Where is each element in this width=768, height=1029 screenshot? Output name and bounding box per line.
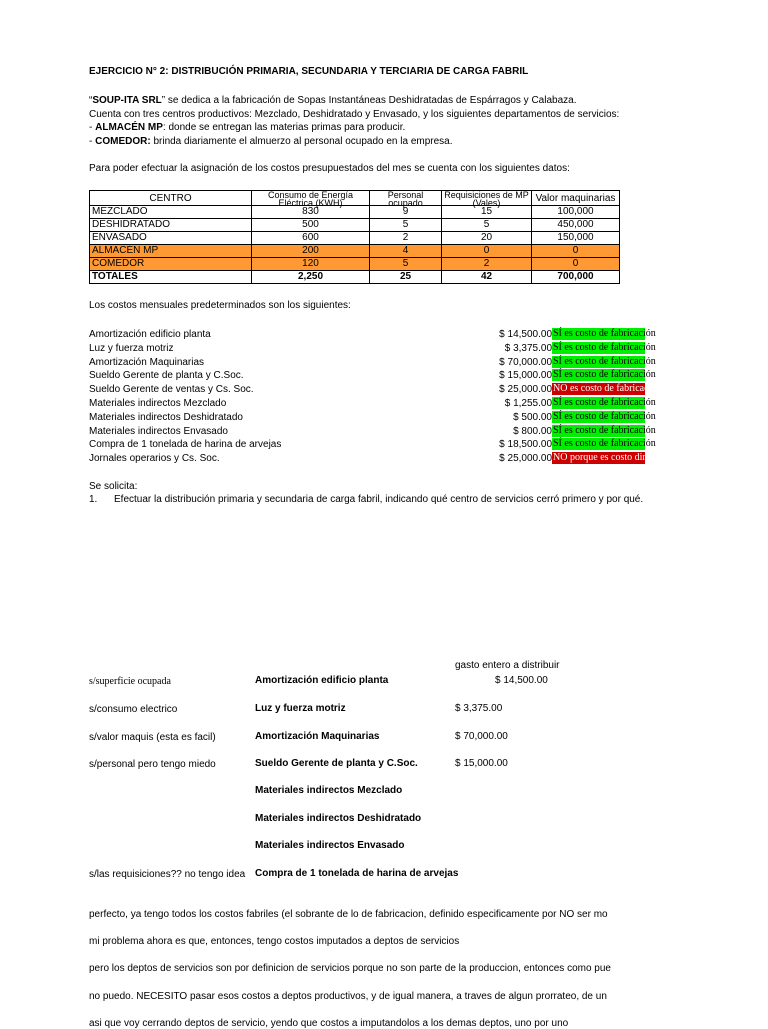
intro-line-1 — [89, 95, 577, 106]
cell-requisiciones: 20 — [442, 232, 532, 245]
worksheet-concept: Compra de 1 tonelada de harina de arvejas — [255, 868, 459, 879]
table-row — [90, 232, 620, 245]
cell-valor: 0 — [532, 258, 620, 271]
cell-centro: DESHIDRATADO — [90, 219, 252, 232]
header-consumo — [252, 191, 370, 206]
solicita-label: Se solicita: — [89, 481, 138, 492]
dept-comedor-desc: brinda diariamente el almuerzo al personal ocupado en la empresa. — [150, 136, 453, 147]
cost-yes-badge: SÍ es costo de fabricación — [553, 397, 656, 408]
dept-almacen-desc: : donde se entregan las materias primas para producir. — [162, 122, 406, 133]
cost-no-badge: NO porque es costo directo — [553, 452, 663, 463]
cost-item-amount: $ 18,500.00 — [499, 439, 552, 450]
cost-item-amount: $ 14,500.00 — [499, 329, 552, 340]
cost-item-label: Jornales operarios y Cs. Soc. — [89, 453, 220, 464]
table-row-service — [90, 258, 620, 271]
dept-almacen — [89, 122, 405, 133]
cell-centro: ENVASADO — [90, 232, 252, 245]
cell-personal: 2 — [370, 232, 442, 245]
worksheet-basis: s/personal pero tengo miedo — [89, 759, 216, 770]
cost-item-label: Compra de 1 tonelada de harina de arvejas — [89, 439, 282, 450]
worksheet-amount: $ 3,375.00 — [455, 703, 503, 714]
cell-personal: 4 — [370, 245, 442, 258]
worksheet-basis: s/consumo electrico — [89, 704, 178, 715]
bullet: - — [89, 136, 96, 147]
header-requisiciones — [442, 191, 532, 206]
cost-item-amount: $ 3,375.00 — [504, 343, 552, 354]
cost-yes-badge: SÍ es costo de fabricación — [553, 411, 656, 422]
worksheet-concept: Luz y fuerza motriz — [255, 703, 346, 714]
costs-intro: Los costos mensuales predeterminados son los siguientes: — [89, 300, 351, 311]
cell-consumo: 830 — [252, 206, 370, 219]
cell-centro: COMEDOR — [90, 258, 252, 271]
note-line: perfecto, ya tengo todos los costos fabriles (el sobrante de lo de fabricacion, definido especificamente por NO ser mo — [89, 909, 608, 920]
cell-requisiciones: 2 — [442, 258, 532, 271]
open-quote: “ — [89, 95, 93, 106]
worksheet-concept: Amortización edificio planta — [255, 675, 389, 686]
cost-yes-badge: SÍ es costo de fabricación — [553, 369, 656, 380]
cost-yes-badge: SÍ es costo de fabricación — [553, 425, 656, 436]
worksheet-concept: Amortización Maquinarias — [255, 731, 380, 742]
cell-valor: 450,000 — [532, 219, 620, 232]
exercise-title: EJERCICIO N° 2: DISTRIBUCIÓN PRIMARIA, SECUNDARIA Y TERCIARIA DE CARGA FABRIL — [89, 66, 529, 77]
table-row — [90, 206, 620, 219]
cell-requisiciones: 5 — [442, 219, 532, 232]
worksheet-amount: $ 15,000.00 — [455, 758, 508, 769]
cost-item-label: Amortización Maquinarias — [89, 357, 205, 368]
solicita-item-text: Efectuar la distribución primaria y secundaria de carga fabril, indicando qué centro de servicios cerró primero y por qué. — [114, 494, 644, 505]
table-row-service — [90, 245, 620, 258]
header-centro: CENTRO — [90, 191, 252, 206]
cell-total-personal: 25 — [370, 271, 442, 284]
header-consumo-text: Consumo de Energía Eléctrica (KWH) — [267, 190, 354, 208]
centers-data-table — [89, 190, 620, 284]
cost-item-amount: $ 25,000.00 — [499, 384, 552, 395]
note-line: no puedo. NECESITO pasar esos costos a deptos productivos, y de igual manera, a traves de algun prorrateo, de un — [89, 991, 607, 1002]
worksheet-header: gasto entero a distribuir — [455, 660, 560, 671]
cost-item-label: Sueldo Gerente de planta y C.Soc. — [89, 370, 244, 381]
bullet: - — [89, 122, 96, 133]
header-personal-text: Personal ocupado — [387, 190, 424, 208]
dept-almacen-name: ALMACÉN MP — [95, 122, 163, 133]
cell-requisiciones: 15 — [442, 206, 532, 219]
company-name: SOUP-ITA SRL — [92, 95, 162, 106]
cost-item-label: Materiales indirectos Mezclado — [89, 398, 227, 409]
note-line: mi problema ahora es que, entonces, tengo costos imputados a deptos de servicios — [89, 936, 460, 947]
worksheet-concept: Sueldo Gerente de planta y C.Soc. — [255, 758, 418, 769]
cell-total-requisiciones: 42 — [442, 271, 532, 284]
cost-no-badge: NO es costo de fabricación — [553, 383, 662, 394]
dept-comedor — [89, 136, 453, 147]
cost-item-label: Sueldo Gerente de ventas y Cs. Soc. — [89, 384, 254, 395]
cost-yes-badge: SÍ es costo de fabricación — [553, 356, 656, 367]
cost-yes-badge: SÍ es costo de fabricación — [553, 438, 656, 449]
header-valor: Valor maquinarias — [532, 191, 620, 206]
cost-item-label: Amortización edificio planta — [89, 329, 211, 340]
table-row — [90, 219, 620, 232]
cell-consumo: 600 — [252, 232, 370, 245]
cell-totales-label: TOTALES — [90, 271, 252, 284]
dept-comedor-name: COMEDOR: — [95, 136, 151, 147]
worksheet-basis: s/las requisiciones?? no tengo idea — [89, 869, 246, 880]
cost-item-amount: $ 70,000.00 — [499, 357, 552, 368]
worksheet-concept: Materiales indirectos Envasado — [255, 840, 405, 851]
cell-consumo: 200 — [252, 245, 370, 258]
worksheet-amount: $ 70,000.00 — [455, 731, 508, 742]
header-personal — [370, 191, 442, 206]
cell-personal: 5 — [370, 219, 442, 232]
cell-consumo: 120 — [252, 258, 370, 271]
cost-item-amount: $ 15,000.00 — [499, 370, 552, 381]
header-requisiciones-text: Requisiciones de MP (Vales) — [444, 190, 529, 208]
cell-valor: 100,000 — [532, 206, 620, 219]
cost-item-amount: $ 800.00 — [513, 426, 552, 437]
cell-centro: ALMACÉN MP — [90, 245, 252, 258]
cost-item-label: Materiales indirectos Envasado — [89, 426, 228, 437]
cost-yes-badge: SÍ es costo de fabricación — [553, 328, 656, 339]
worksheet-concept: Materiales indirectos Deshidratado — [255, 813, 422, 824]
cell-consumo: 500 — [252, 219, 370, 232]
cost-item-label: Materiales indirectos Deshidratado — [89, 412, 243, 423]
worksheet-basis: s/superficie ocupada — [89, 676, 171, 687]
cost-item-amount: $ 500.00 — [513, 412, 552, 423]
cost-item-amount: $ 25,000.00 — [499, 453, 552, 464]
worksheet-concept: Materiales indirectos Mezclado — [255, 785, 403, 796]
table-header-row — [90, 191, 620, 206]
cell-total-valor: 700,000 — [532, 271, 620, 284]
worksheet-amount: $ 14,500.00 — [495, 675, 548, 686]
cost-yes-badge: SÍ es costo de fabricación — [553, 342, 656, 353]
cost-item-amount: $ 1,255.00 — [504, 398, 552, 409]
solicita-item-number: 1. — [89, 494, 98, 505]
cell-personal: 9 — [370, 206, 442, 219]
cell-valor: 150,000 — [532, 232, 620, 245]
cost-item-label: Luz y fuerza motriz — [89, 343, 174, 354]
cell-total-consumo: 2,250 — [252, 271, 370, 284]
worksheet-basis: s/valor maquis (esta es facil) — [89, 732, 216, 743]
cell-personal: 5 — [370, 258, 442, 271]
intro-line-2: Cuenta con tres centros productivos: Mezclado, Deshidratado y Envasado, y los siguientes departamentos de servicios: — [89, 109, 620, 120]
intro-line-3: Para poder efectuar la asignación de los costos presupuestados del mes se cuenta con los siguientes datos: — [89, 163, 570, 174]
table-totals-row — [90, 271, 620, 284]
cell-centro: MEZCLADO — [90, 206, 252, 219]
intro-line-1-text: ” se dedica a la fabricación de Sopas Instantáneas Deshidratadas de Espárragos y Calabaza. — [161, 95, 577, 106]
cell-requisiciones: 0 — [442, 245, 532, 258]
cell-valor: 0 — [532, 245, 620, 258]
note-line: asi que voy cerrando deptos de servicio, yendo que costos a imputandolos a los demas deptos, uno por uno — [89, 1018, 569, 1029]
note-line: pero los deptos de servicios son por definicion de servicios porque no son parte de la produccion, entonces como pue — [89, 963, 611, 974]
